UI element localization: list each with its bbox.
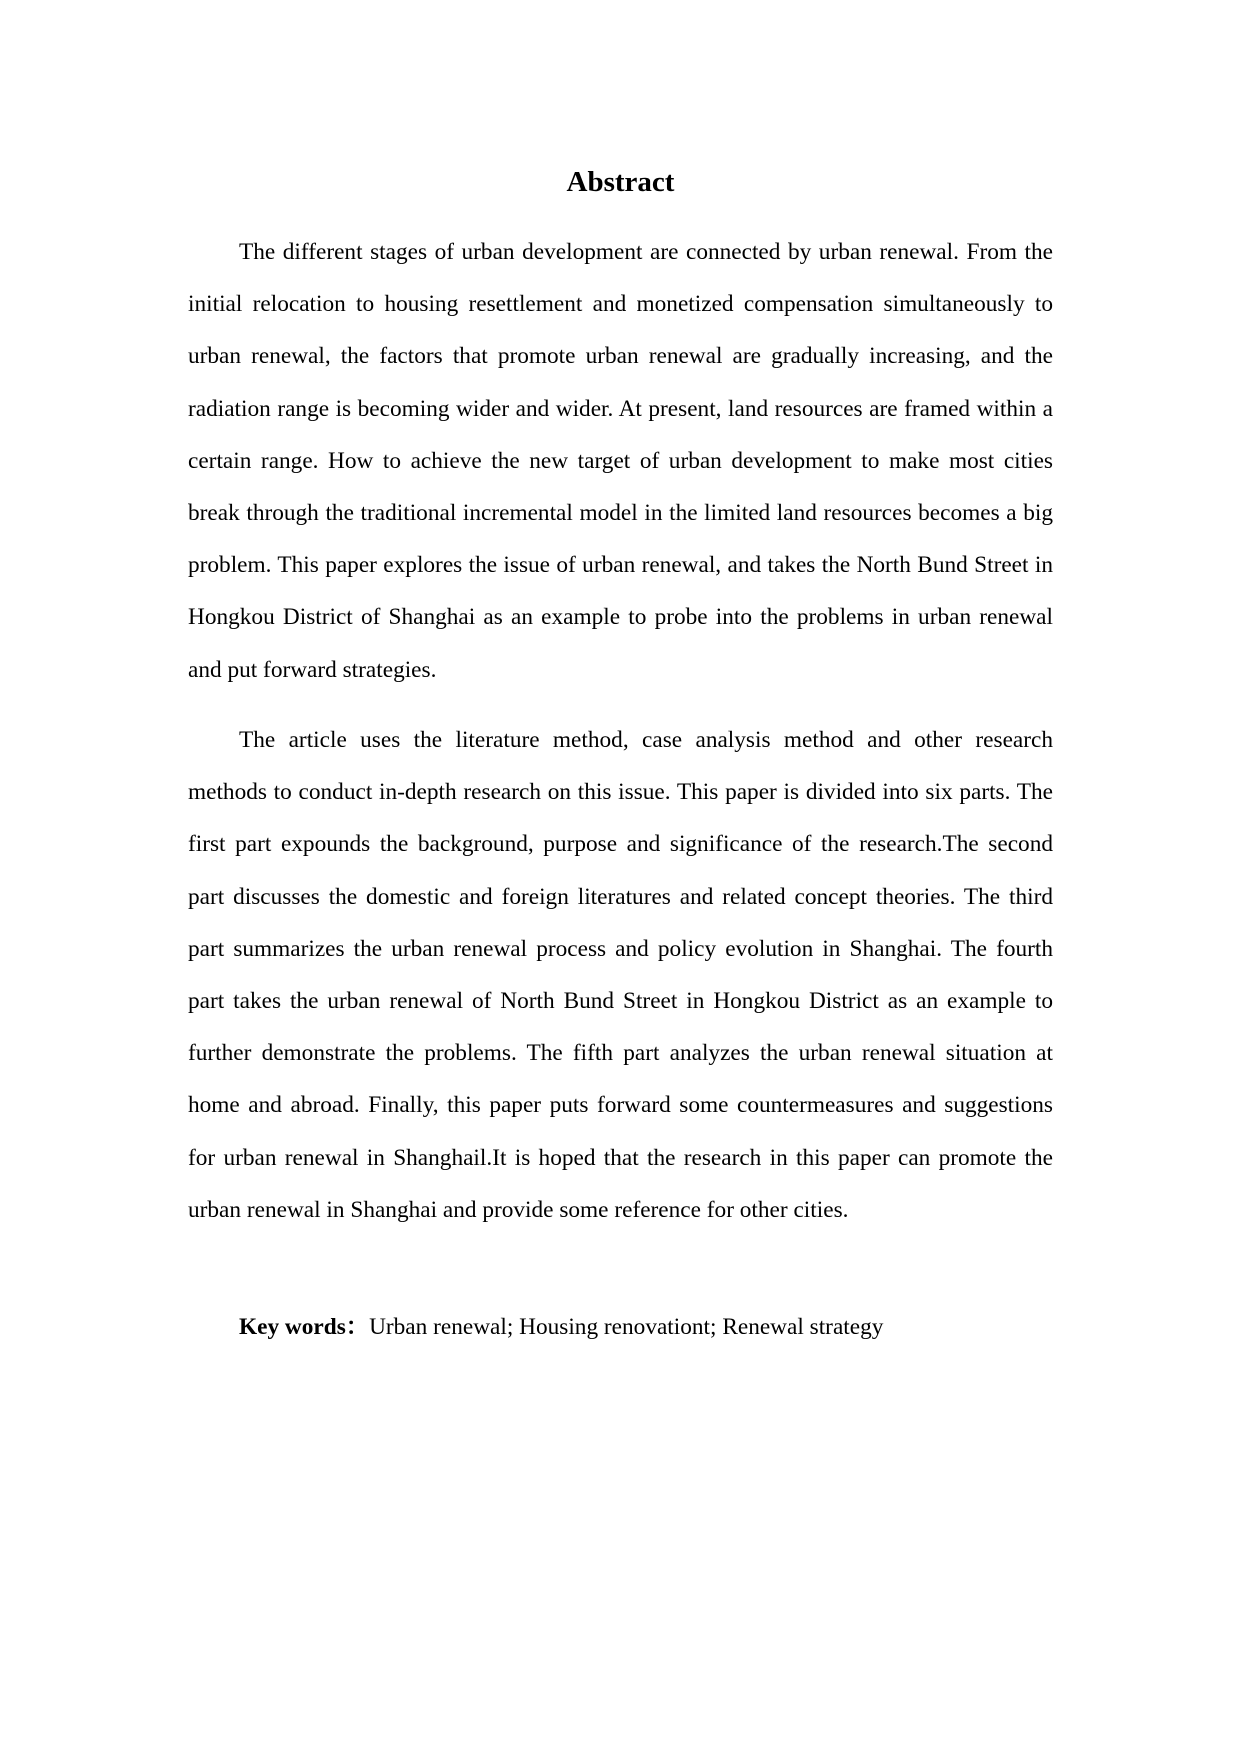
keywords-label: Key words： (239, 1314, 370, 1340)
abstract-paragraph-1: The different stages of urban development are connected by urban renewal. From the initial relocation to housing resettlement and monetized compensation simultaneously to urban renewal, the factors that promote urban renewal are gradually increasing, and the radiation range is becoming wider and wider. At present, land resources are framed within a certain range. How to achieve the new target of urban development to make most cities break through the traditional incremental model in the limited land resources becomes a big problem. This paper explores the issue of urban renewal, and takes the North Bund Street in Hongkou District of Shanghai as an example to probe into the problems in urban renewal and put forward strategies. (188, 239, 1053, 683)
keywords-line (188, 1301, 1053, 1353)
abstract-title: Abstract (566, 166, 675, 198)
abstract-paragraph-2: The article uses the literature method, case analysis method and other research methods to conduct in-depth research on this issue. This paper is divided into six parts. The first part expounds the background, purpose and significance of the research.The second part discusses the domestic and foreign literatures and related concept theories. The third part summarizes the urban renewal process and policy evolution in Shanghai. The fourth part takes the urban renewal of North Bund Street in Hongkou District as an example to further demonstrate the problems. The fifth part analyzes the urban renewal situation at home and abroad. Finally, this paper puts forward some countermeasures and suggestions for urban renewal in Shanghail.It is hoped that the research in this paper can promote the urban renewal in Shanghai and provide some reference for other cities. (188, 727, 1053, 1223)
keywords-text: Urban renewal; Housing renovationt; Renewal strategy (369, 1314, 884, 1340)
